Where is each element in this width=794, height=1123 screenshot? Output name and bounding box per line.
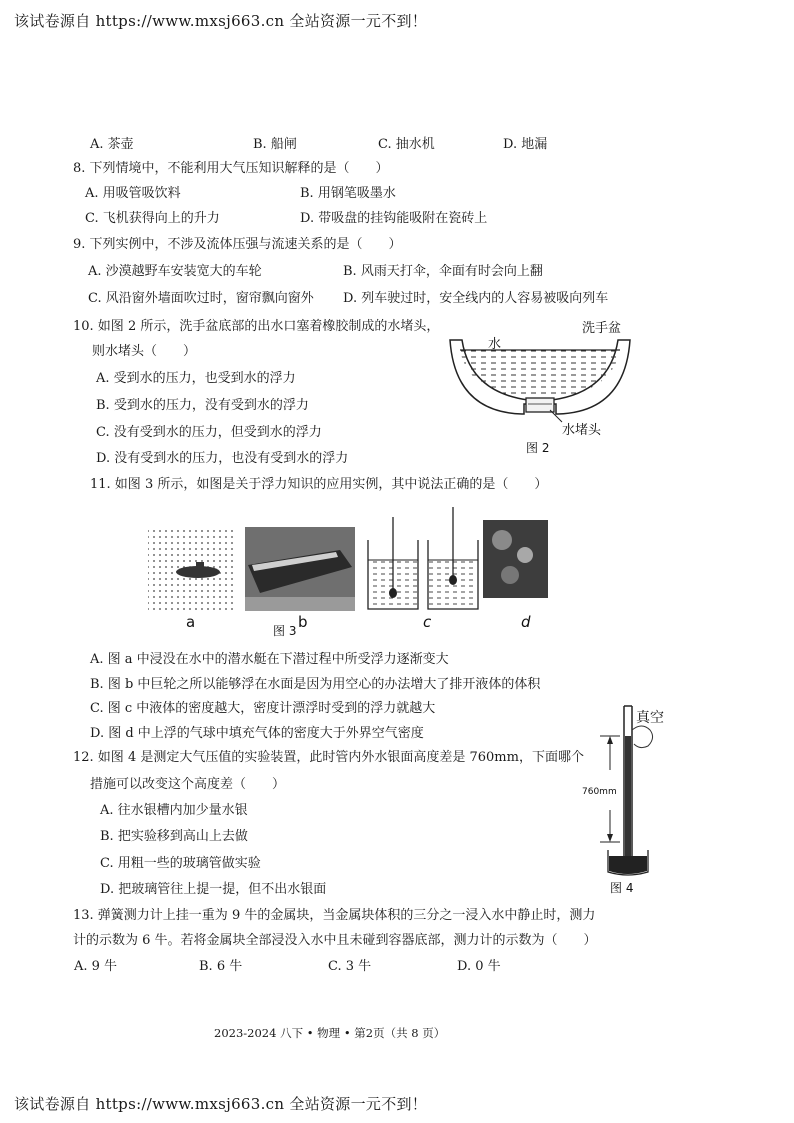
fig3-label-a: a (186, 613, 196, 631)
q7-option-c: C. 抽水机 (378, 137, 435, 152)
page-info: 2023-2024 八下 • 物理 • 第2页（共 8 页） (214, 1026, 446, 1040)
q10-stem-line2: 则水堵头（ ） (92, 344, 197, 359)
q11-option-b: B. 图 b 中巨轮之所以能够浮在水面是因为用空心的办法增大了排开液体的体积 (90, 677, 541, 692)
q11-stem: 11. 如图 3 所示，如图是关于浮力知识的应用实例，其中说法正确的是（ ） (90, 477, 548, 492)
q8-option-d: D. 带吸盘的挂钩能吸附在瓷砖上 (300, 211, 488, 226)
q8-option-c: C. 飞机获得向上的升力 (85, 211, 220, 226)
fig4-caption: 图 4 (610, 881, 634, 895)
fig3-panel-b (245, 527, 355, 611)
fig2-label-water: 水 (488, 337, 502, 352)
q13-option-d: D. 0 牛 (457, 959, 501, 974)
q13-option-b: B. 6 牛 (199, 959, 243, 974)
q12-stem-line1: 12. 如图 4 是测定大气压值的实验装置，此时管内外水银面高度差是 760mm，下面哪个 (73, 750, 584, 765)
q10-option-b: B. 受到水的压力，没有受到水的浮力 (96, 398, 309, 413)
q13-stem-line1: 13. 弹簧测力计上挂一重为 9 牛的金属块，当金属块体积的三分之一浸入水中静止时，测力 (73, 908, 596, 923)
fig2-caption: 图 2 (526, 441, 550, 455)
q10-option-d: D. 没有受到水的压力，也没有受到水的浮力 (96, 451, 349, 466)
q8-stem: 8. 下列情境中，不能利用大气压知识解释的是（ ） (73, 161, 389, 176)
footer-banner: 该试卷源自 https://www.mxsj663.cn 全站资源一元不到！ (14, 1095, 428, 1113)
q13-option-c: C. 3 牛 (328, 959, 372, 974)
fig3-panel-c (368, 507, 478, 609)
q7-option-a: A. 茶壶 (90, 137, 134, 152)
fig3-panel-d (483, 520, 548, 598)
q12-option-b: B. 把实验移到高山上去做 (100, 829, 248, 844)
fig2-label-plug: 水堵头 (562, 423, 602, 438)
q9-option-c: C. 风沿窗外墙面吹过时，窗帘飘向窗外 (88, 291, 314, 306)
header-banner: 该试卷源自 https://www.mxsj663.cn 全站资源一元不到！ (14, 12, 428, 30)
q13-option-a: A. 9 牛 (74, 959, 118, 974)
q11-option-a: A. 图 a 中浸没在水中的潜水艇在下潜过程中所受浮力逐渐变大 (90, 652, 449, 667)
q9-stem: 9. 下列实例中，不涉及流体压强与流速关系的是（ ） (73, 237, 402, 252)
q9-option-b: B. 风雨天打伞，伞面有时会向上翻 (343, 264, 543, 279)
q12-option-a: A. 往水银槽内加少量水银 (100, 803, 248, 818)
q9-option-d: D. 列车驶过时，安全线内的人容易被吸向列车 (343, 291, 609, 306)
figure-2-basin (440, 312, 640, 462)
q8-option-a: A. 用吸管吸饮料 (85, 186, 181, 201)
fig3-label-d: d (521, 613, 531, 631)
fig3-caption: 图 3 (273, 624, 297, 638)
q11-option-d: D. 图 d 中上浮的气球中填充气体的密度大于外界空气密度 (90, 726, 424, 741)
q7-option-b: B. 船闸 (253, 137, 297, 152)
fig3-panel-a (148, 527, 233, 611)
fig3-label-c: c (423, 613, 432, 631)
q7-option-d: D. 地漏 (503, 137, 548, 152)
q8-option-b: B. 用钢笔吸墨水 (300, 186, 396, 201)
q12-option-c: C. 用粗一些的玻璃管做实验 (100, 856, 261, 871)
q10-option-c: C. 没有受到水的压力，但受到水的浮力 (96, 425, 322, 440)
q9-option-a: A. 沙漠越野车安装宽大的车轮 (88, 264, 262, 279)
q12-option-d: D. 把玻璃管往上提一提，但不出水银面 (100, 882, 327, 897)
q10-option-a: A. 受到水的压力，也受到水的浮力 (96, 371, 296, 386)
q11-option-c: C. 图 c 中液体的密度越大，密度计漂浮时受到的浮力就越大 (90, 701, 436, 716)
figure-4-torricelli (580, 700, 680, 896)
fig3-label-b: b (298, 613, 308, 631)
figure-3-panels (140, 505, 560, 640)
fig2-label-basin: 洗手盆 (582, 321, 622, 336)
q10-stem-line1: 10. 如图 2 所示，洗手盆底部的出水口塞着橡胶制成的水堵头， (73, 319, 440, 334)
q12-stem-line2: 措施可以改变这个高度差（ ） (90, 777, 286, 792)
fig4-label-vacuum: 真空 (636, 710, 664, 726)
fig4-label-height: 760mm (582, 787, 617, 797)
q13-stem-line2: 计的示数为 6 牛。若将金属块全部浸没入水中且未碰到容器底部，测力计的示数为（ ） (73, 933, 597, 948)
